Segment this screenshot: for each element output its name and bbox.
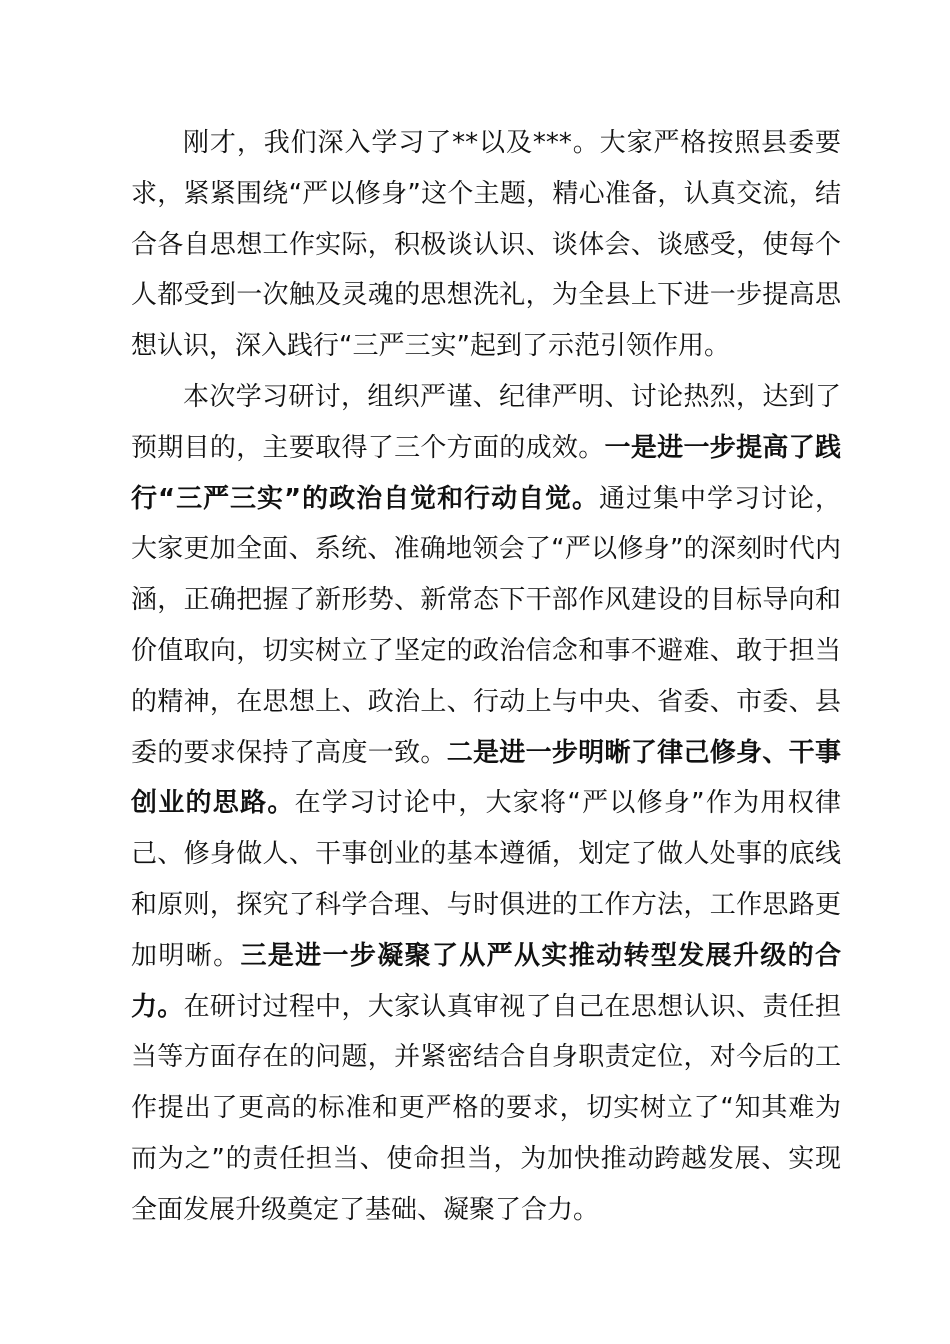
paragraph-1: [131, 118, 841, 372]
point-three-text: 在研讨过程中，大家认真审视了自己在思想认识、责任担当等方面存在的问题，并紧密结合自身职责定位，对今后的工作提出了更高的标准和更严格的要求，切实树立了“知其难为而为之”的责任担当、使命担当，为加快推动跨越发展、实现全面发展升级奠定了基础、凝聚了合力。: [131, 991, 841, 1225]
document-body: [131, 118, 841, 1236]
paragraph-1-text: 刚才，我们深入学习了**以及***。大家严格按照县委要求，紧紧围绕“严以修身”这个主题，精心准备，认真交流，结合各自思想工作实际，积极谈认识、谈体会、谈感受，使每个人都受到一次触及灵魂的思想洗礼，为全县上下进一步提高思想认识，深入践行“三严三实”起到了示范引领作用。: [131, 128, 841, 362]
point-two-text: 在学习讨论中，大家将“严以修身”作为用权律己、修身做人、干事创业的基本遵循，划定了做人处事的底线和原则，探究了科学合理、与时俱进的工作方法，工作思路更加明晰。: [131, 788, 841, 971]
paragraph-2: [131, 372, 841, 1236]
point-two-heading: 二是进一步明晰了律己修身、干事创业的思路。: [131, 737, 841, 819]
point-one-text: 通过集中学习讨论，大家更加全面、系统、准确地领会了“严以修身”的深刻时代内涵，正确把握了新形势、新常态下干部作风建设的目标导向和价值取向，切实树立了坚定的政治信念和事不避难、敢于担当的精神，在思想上、政治上、行动上与中央、省委、市委、县委的要求保持了高度一致。: [131, 483, 841, 768]
point-one-heading: 一是进一步提高了践行“三严三实”的政治自觉和行动自觉。: [131, 432, 841, 514]
point-three-heading: 三是进一步凝聚了从严从实推动转型发展升级的合力。: [131, 940, 841, 1022]
paragraph-2-intro: 本次学习研讨，组织严谨、纪律严明、讨论热烈，达到了预期目的，主要取得了三个方面的成效。: [131, 381, 841, 463]
